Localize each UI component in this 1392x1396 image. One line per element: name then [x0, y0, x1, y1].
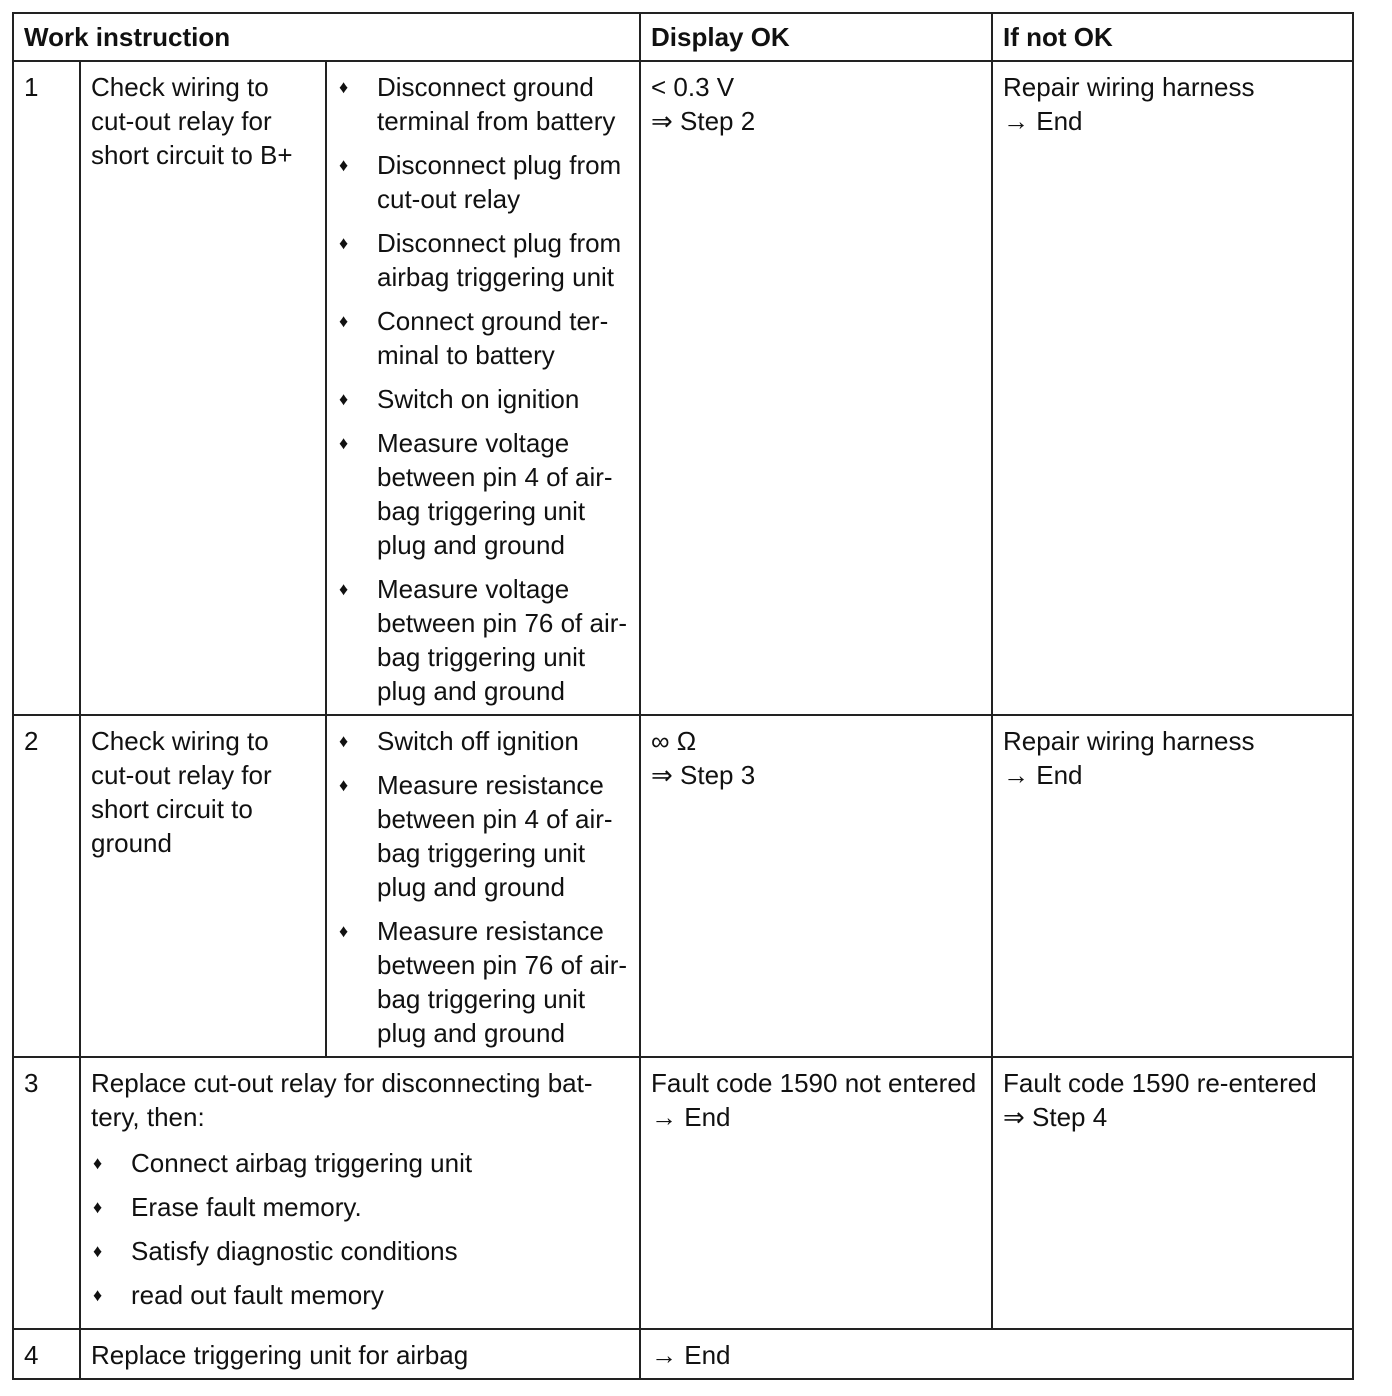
list-item: ♦ Measure voltage between pin 76 of air-bag triggering unit plug and ground: [339, 574, 628, 706]
diamond-bullet-icon: ♦: [339, 233, 349, 253]
diamond-bullet-icon: ♦: [339, 921, 349, 941]
step-description: Check wiring to cut-out relay for short circuit to B+: [80, 61, 326, 715]
diamond-bullet-icon: ♦: [93, 1153, 103, 1173]
display-ok-cell: [640, 1057, 992, 1329]
step-number: 3: [13, 1057, 80, 1329]
display-ok-next: → End: [651, 1102, 731, 1132]
display-ok-cell: [640, 61, 992, 715]
list-item: ♦ Switch on ignition: [339, 384, 580, 414]
list-item: ♦ Connect airbag triggering unit: [93, 1148, 473, 1178]
list-item: ♦ Connect ground ter-minal to battery: [339, 306, 609, 370]
if-not-ok-next: → End: [1003, 760, 1083, 790]
table-row: [13, 61, 1353, 715]
step-actions: [326, 61, 640, 715]
header-if-not-ok: If not OK: [992, 13, 1353, 61]
table-row: [13, 715, 1353, 1057]
display-ok-next: ⇒ Step 3: [651, 760, 756, 790]
list-item: ♦ Measure voltage between pin 4 of air-bag triggering unit plug and ground: [339, 428, 613, 560]
diamond-bullet-icon: ♦: [339, 311, 349, 331]
step-number: 4: [13, 1329, 80, 1379]
list-item: ♦ Erase fault memory.: [93, 1192, 362, 1222]
display-ok-cell: [640, 715, 992, 1057]
display-ok-value: < 0.3 V: [651, 72, 735, 102]
list-item: ♦ Disconnect plug from airbag triggering unit: [339, 228, 622, 292]
header-row: [13, 13, 1353, 61]
list-item: ♦ Disconnect plug from cut-out relay: [339, 150, 622, 214]
diamond-bullet-icon: ♦: [339, 775, 349, 795]
diamond-bullet-icon: ♦: [339, 77, 349, 97]
list-item: ♦ Measure resistance between pin 76 of air-bag triggering unit plug and ground: [339, 916, 628, 1048]
diamond-bullet-icon: ♦: [339, 389, 349, 409]
list-item: ♦ read out fault memory: [93, 1280, 384, 1310]
step-number: 1: [13, 61, 80, 715]
diamond-bullet-icon: ♦: [339, 433, 349, 453]
list-item: ♦ Measure resistance between pin 4 of air-bag triggering unit plug and ground: [339, 770, 613, 902]
display-ok-value: Fault code 1590 not entered: [651, 1068, 977, 1098]
diamond-bullet-icon: ♦: [339, 579, 349, 599]
if-not-ok-cell: [992, 1057, 1353, 1329]
table-row: [13, 1057, 1353, 1329]
diamond-bullet-icon: ♦: [339, 155, 349, 175]
if-not-ok-next: ⇒ Step 4: [1003, 1102, 1108, 1132]
if-not-ok-cell: [992, 715, 1353, 1057]
diamond-bullet-icon: ♦: [93, 1197, 103, 1217]
header-work-instruction: Work instruction: [13, 13, 640, 61]
work-instruction-table: [12, 12, 1354, 1380]
if-not-ok-next: → End: [1003, 106, 1083, 136]
list-item: ♦ Disconnect ground terminal from battery: [339, 72, 616, 136]
step-actions: [326, 715, 640, 1057]
list-item: ♦ Satisfy diagnostic conditions: [93, 1236, 458, 1266]
table-row: [13, 1329, 1353, 1379]
step-description: Check wiring to cut-out relay for short circuit to ground: [80, 715, 326, 1057]
diamond-bullet-icon: ♦: [339, 731, 349, 751]
step-number: 2: [13, 715, 80, 1057]
step-actions: [80, 1057, 640, 1329]
if-not-ok-action: Fault code 1590 re-entered: [1003, 1068, 1317, 1098]
if-not-ok-action: Repair wiring harness: [1003, 726, 1255, 756]
if-not-ok-action: Repair wiring harness: [1003, 72, 1255, 102]
diamond-bullet-icon: ♦: [93, 1285, 103, 1305]
step-description: Replace triggering unit for airbag: [80, 1329, 640, 1379]
step-intro: Replace cut-out relay for disconnecting bat-tery, then:: [91, 1068, 593, 1132]
display-ok-cell: → End: [640, 1329, 1353, 1379]
header-display-ok: Display OK: [640, 13, 992, 61]
list-item: ♦ Switch off ignition: [339, 726, 579, 756]
diamond-bullet-icon: ♦: [93, 1241, 103, 1261]
display-ok-value: ∞ Ω: [651, 726, 697, 756]
if-not-ok-cell: [992, 61, 1353, 715]
display-ok-next: ⇒ Step 2: [651, 106, 756, 136]
